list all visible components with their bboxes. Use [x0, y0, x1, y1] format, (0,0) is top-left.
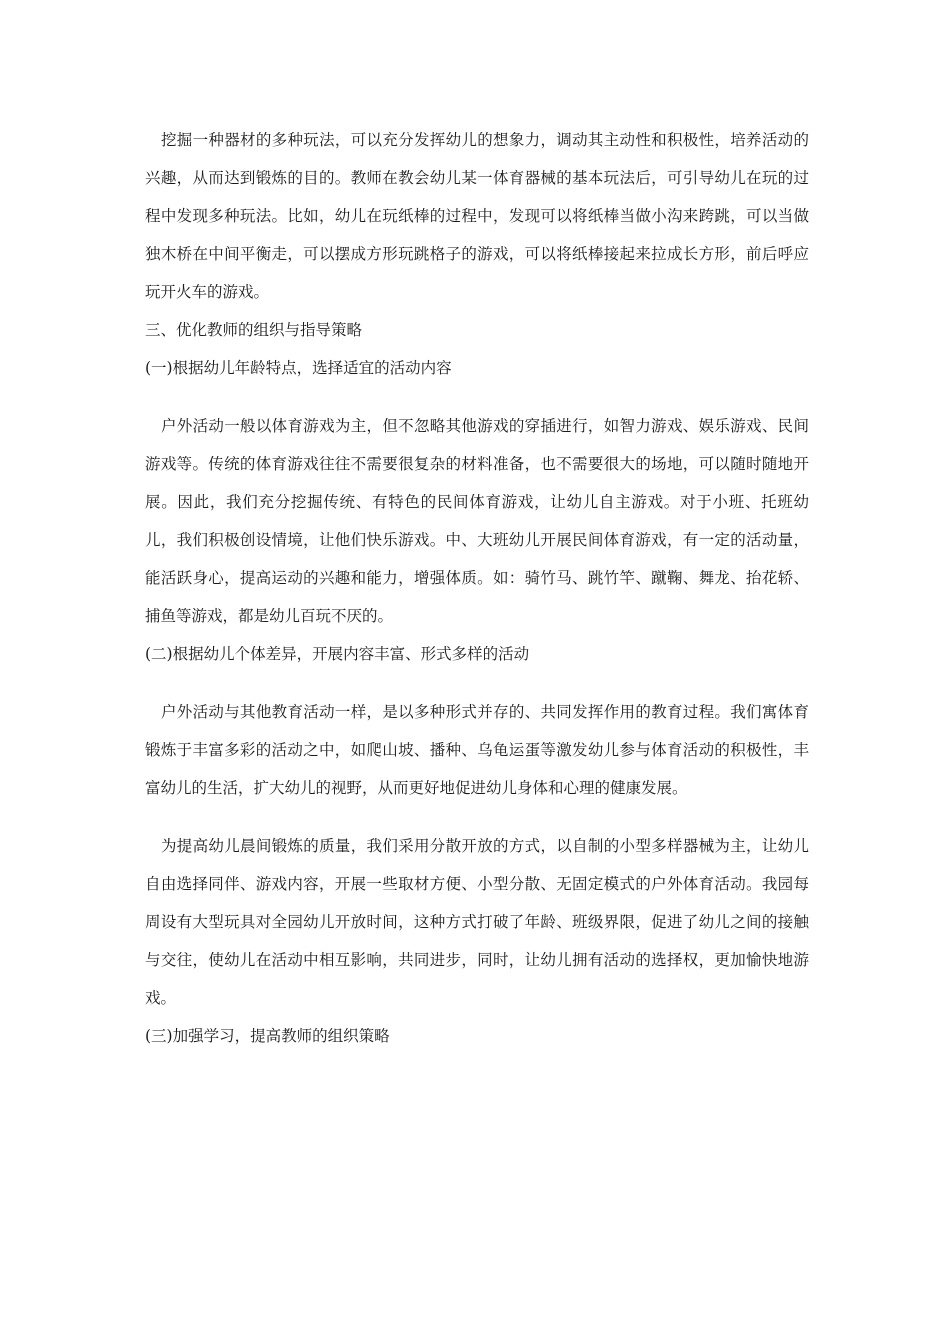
paragraph-outdoor-games: 户外活动一般以体育游戏为主，但不忽略其他游戏的穿插进行，如智力游戏、娱乐游戏、民间游戏等。传统的体育游戏往往不需要很复杂的材料准备，也不需要很大的场地，可以随时随地开展。因此，我们充分挖掘传统、有特色的民间体育游戏，让幼儿自主游戏。对于小班、托班幼儿，我们积极创设情境，让他们快乐游戏。中、大班幼儿开展民间体育游戏，有一定的活动量，能活跃身心，提高运动的兴趣和能力，增强体质。如：骑竹马、跳竹竿、蹴鞠、舞龙、抬花轿、捕鱼等游戏，都是幼儿百玩不厌的。	[145, 417, 809, 625]
subsection-heading-3: (三)加强学习，提高教师的组织策略	[145, 1027, 390, 1045]
paragraph-varied-activities: 户外活动与其他教育活动一样，是以多种形式并存的、共同发挥作用的教育过程。我们寓体育锻炼于丰富多彩的活动之中，如爬山坡、播种、乌龟运蛋等激发幼儿参与体育活动的积极性，丰富幼儿的生活，扩大幼儿的视野，从而更好地促进幼儿身体和心理的健康发展。	[145, 703, 809, 797]
subsection-heading-1: (一)根据幼儿年龄特点，选择适宜的活动内容	[145, 359, 452, 377]
subsection-heading-2: (二)根据幼儿个体差异，开展内容丰富、形式多样的活动	[145, 645, 530, 663]
section-heading-3: 三、优化教师的组织与指导策略	[145, 321, 363, 339]
paragraph-morning-exercise: 为提高幼儿晨间锻炼的质量，我们采用分散开放的方式，以自制的小型多样器械为主，让幼儿自由选择同伴、游戏内容，开展一些取材方便、小型分散、无固定模式的户外体育活动。我园每周设有大型玩具对全园幼儿开放时间，这种方式打破了年龄、班级界限，促进了幼儿之间的接触与交往，使幼儿在活动中相互影响，共同进步，同时，让幼儿拥有活动的选择权，更加愉快地游戏。	[145, 837, 809, 1007]
document-page	[145, 121, 809, 1055]
paragraph-equipment-play: 挖掘一种器材的多种玩法，可以充分发挥幼儿的想象力，调动其主动性和积极性，培养活动的兴趣，从而达到锻炼的目的。教师在教会幼儿某一体育器械的基本玩法后，可引导幼儿在玩的过程中发现多种玩法。比如，幼儿在玩纸棒的过程中，发现可以将纸棒当做小沟来跨跳，可以当做独木桥在中间平衡走，可以摆成方形玩跳格子的游戏，可以将纸棒接起来拉成长方形，前后呼应玩开火车的游戏。	[145, 131, 809, 301]
